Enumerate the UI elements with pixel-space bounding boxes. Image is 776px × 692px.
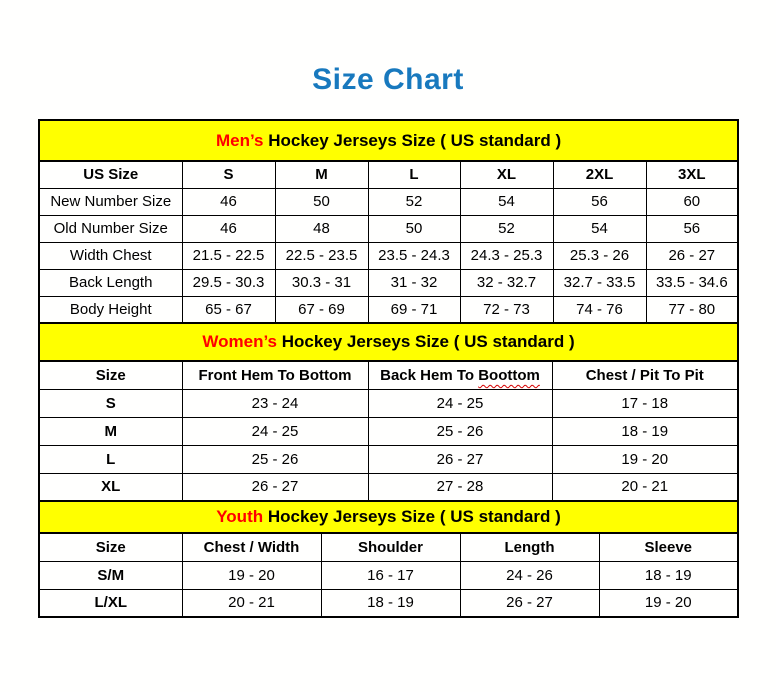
size-value: 24 - 26 xyxy=(460,561,599,589)
size-value: 56 xyxy=(553,188,646,215)
size-value: 25.3 - 26 xyxy=(553,242,646,269)
column-header: XL xyxy=(460,161,553,188)
column-header-row xyxy=(39,361,738,389)
column-header: M xyxy=(275,161,368,188)
size-value: 32 - 32.7 xyxy=(460,269,553,296)
section-band-title: Men’s Hockey Jerseys Size ( US standard ) xyxy=(39,120,738,161)
size-value: 31 - 32 xyxy=(368,269,460,296)
youth-size-table-body xyxy=(39,501,738,617)
column-header: L xyxy=(368,161,460,188)
table-row xyxy=(39,561,738,589)
size-value: 48 xyxy=(275,215,368,242)
column-header-row xyxy=(39,533,738,561)
row-label: S/M xyxy=(39,561,182,589)
size-value: 24 - 25 xyxy=(368,389,552,417)
womens-size-table-body xyxy=(39,323,738,501)
table-row xyxy=(39,215,738,242)
section-band-title: Women’s Hockey Jerseys Size ( US standard ) xyxy=(39,323,738,361)
table-row xyxy=(39,296,738,323)
column-header: Front Hem To Bottom xyxy=(182,361,368,389)
size-value: 18 - 19 xyxy=(321,589,460,617)
table-row xyxy=(39,188,738,215)
size-value: 50 xyxy=(368,215,460,242)
size-value: 52 xyxy=(460,215,553,242)
table-row xyxy=(39,389,738,417)
size-value: 52 xyxy=(368,188,460,215)
size-value: 46 xyxy=(182,215,275,242)
column-header: Length xyxy=(460,533,599,561)
misspelled-word: Boottom xyxy=(478,366,540,384)
size-value: 60 xyxy=(646,188,738,215)
size-value: 18 - 19 xyxy=(599,561,738,589)
size-value: 54 xyxy=(553,215,646,242)
column-header: Chest / Width xyxy=(182,533,321,561)
column-header: Back Hem To Boottom xyxy=(368,361,552,389)
column-header: Sleeve xyxy=(599,533,738,561)
table-row xyxy=(39,589,738,617)
section-band-highlight: Men’s xyxy=(215,130,264,150)
section-band-highlight: Women’s xyxy=(202,332,277,351)
size-value: 24 - 25 xyxy=(182,417,368,445)
womens-size-table xyxy=(38,322,739,502)
size-value: 65 - 67 xyxy=(182,296,275,323)
size-value: 74 - 76 xyxy=(553,296,646,323)
row-label: M xyxy=(39,417,182,445)
row-label: L/XL xyxy=(39,589,182,617)
column-header: 3XL xyxy=(646,161,738,188)
size-value: 56 xyxy=(646,215,738,242)
mens-size-table-body xyxy=(39,120,738,323)
section-band xyxy=(39,120,738,161)
size-value: 26 - 27 xyxy=(368,445,552,473)
row-label: Width Chest xyxy=(39,242,182,269)
size-value: 46 xyxy=(182,188,275,215)
mens-size-table xyxy=(38,119,739,324)
row-label: Back Length xyxy=(39,269,182,296)
size-value: 22.5 - 23.5 xyxy=(275,242,368,269)
size-value: 23.5 - 24.3 xyxy=(368,242,460,269)
size-value: 18 - 19 xyxy=(552,417,738,445)
section-band-highlight: Youth xyxy=(216,507,264,526)
size-value: 30.3 - 31 xyxy=(275,269,368,296)
size-value: 23 - 24 xyxy=(182,389,368,417)
size-value: 16 - 17 xyxy=(321,561,460,589)
row-label: S xyxy=(39,389,182,417)
row-label: L xyxy=(39,445,182,473)
size-value: 19 - 20 xyxy=(552,445,738,473)
column-header: Size xyxy=(39,533,182,561)
youth-size-table xyxy=(38,500,739,618)
row-label: New Number Size xyxy=(39,188,182,215)
table-row xyxy=(39,445,738,473)
size-value: 33.5 - 34.6 xyxy=(646,269,738,296)
section-band xyxy=(39,323,738,361)
size-value: 77 - 80 xyxy=(646,296,738,323)
size-value: 19 - 20 xyxy=(182,561,321,589)
size-value: 20 - 21 xyxy=(182,589,321,617)
column-header: US Size xyxy=(39,161,182,188)
size-chart-tables xyxy=(38,119,737,618)
size-value: 21.5 - 22.5 xyxy=(182,242,275,269)
size-value: 24.3 - 25.3 xyxy=(460,242,553,269)
size-value: 72 - 73 xyxy=(460,296,553,323)
column-header: 2XL xyxy=(553,161,646,188)
page-title: Size Chart xyxy=(312,63,464,96)
size-value: 17 - 18 xyxy=(552,389,738,417)
size-value: 67 - 69 xyxy=(275,296,368,323)
row-label: Body Height xyxy=(39,296,182,323)
section-band xyxy=(39,501,738,533)
column-header-row xyxy=(39,161,738,188)
size-value: 25 - 26 xyxy=(368,417,552,445)
section-band-title: Youth Hockey Jerseys Size ( US standard ) xyxy=(39,501,738,533)
size-value: 26 - 27 xyxy=(460,589,599,617)
size-value: 29.5 - 30.3 xyxy=(182,269,275,296)
size-value: 32.7 - 33.5 xyxy=(553,269,646,296)
column-header: S xyxy=(182,161,275,188)
column-header: Shoulder xyxy=(321,533,460,561)
size-value: 20 - 21 xyxy=(552,473,738,501)
size-value: 26 - 27 xyxy=(182,473,368,501)
table-row xyxy=(39,473,738,501)
size-value: 19 - 20 xyxy=(599,589,738,617)
table-row xyxy=(39,417,738,445)
size-value: 25 - 26 xyxy=(182,445,368,473)
table-row xyxy=(39,242,738,269)
table-row xyxy=(39,269,738,296)
size-value: 54 xyxy=(460,188,553,215)
column-header: Chest / Pit To Pit xyxy=(552,361,738,389)
size-value: 27 - 28 xyxy=(368,473,552,501)
row-label: XL xyxy=(39,473,182,501)
size-value: 69 - 71 xyxy=(368,296,460,323)
size-value: 26 - 27 xyxy=(646,242,738,269)
row-label: Old Number Size xyxy=(39,215,182,242)
column-header: Size xyxy=(39,361,182,389)
size-value: 50 xyxy=(275,188,368,215)
